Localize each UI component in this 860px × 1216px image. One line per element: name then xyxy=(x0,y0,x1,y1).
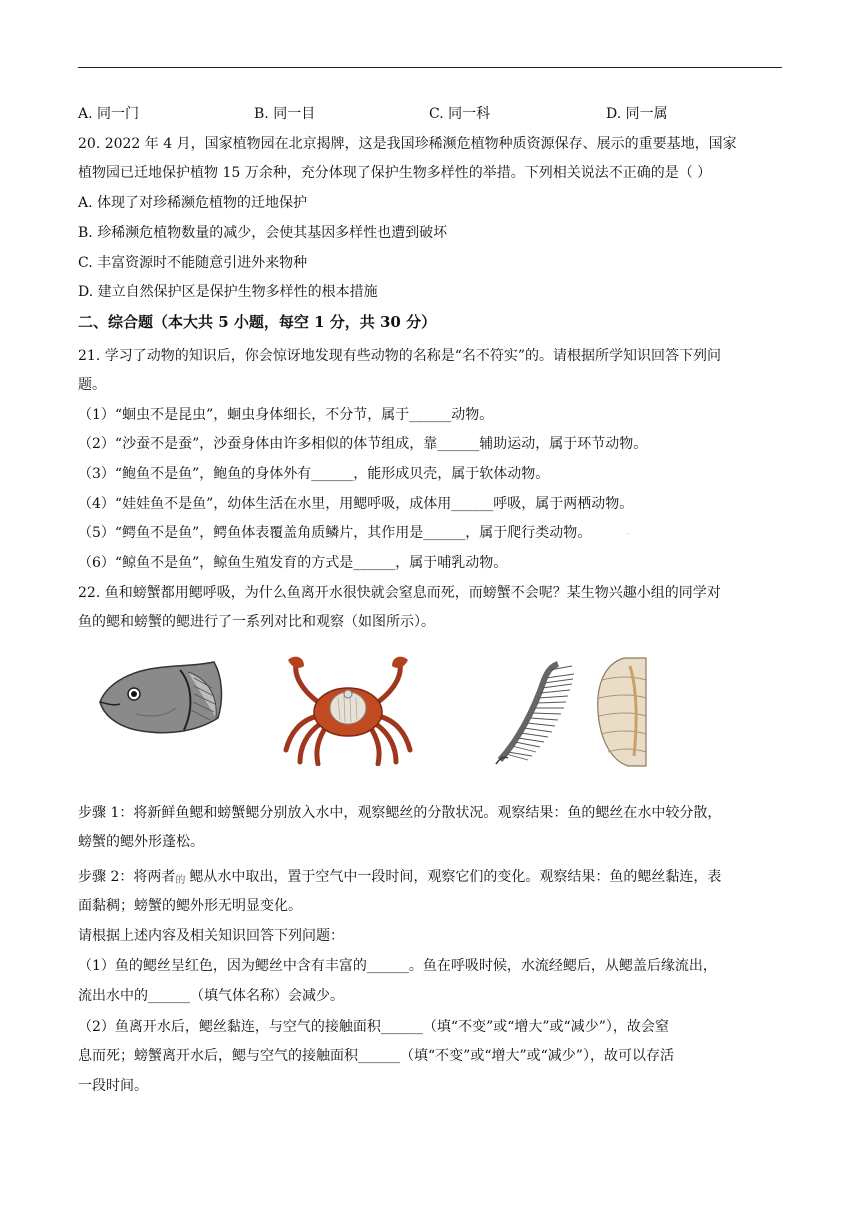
watermark-char: 的 xyxy=(175,875,186,886)
q19-option-b: B. 同一目 xyxy=(254,106,316,122)
q22-step2-part-a: 步骤 2：将两者 xyxy=(78,869,176,885)
q19-option-a: A. 同一门 xyxy=(78,106,140,122)
q22-answer1-line1: （1）鱼的鳃丝呈红色，因为鳃丝中含有丰富的______。鱼在呼吸时候，水流经鳃后，从鳃盖后缘流出， xyxy=(78,958,717,974)
q22-answer2-line3: 一段时间。 xyxy=(78,1078,148,1094)
stray-mark: · xyxy=(627,530,630,539)
q20-option-c: C. 丰富资源时不能随意引进外来物种 xyxy=(78,255,308,271)
q19-option-c: C. 同一科 xyxy=(429,106,491,122)
q21-item-6: （6）“鲸鱼不是鱼”，鲸鱼生殖发育的方式是______，属于哺乳动物。 xyxy=(78,555,508,571)
q22-step2-line2: 面黏稠；螃蟹的鳃外形无明显变化。 xyxy=(78,898,302,914)
q20-stem-line2: 植物园已迁地保护植物 15 万余种，充分体现了保护生物多样性的举措。下列相关说法不正确的是（ ） xyxy=(78,165,712,181)
fish-gill-filament-icon xyxy=(488,660,580,766)
q19-option-d: D. 同一属 xyxy=(606,106,668,122)
q21-stem-line1: 21. 学习了动物的知识后，你会惊讶地发现有些动物的名称是“名不符实”的。请根据所学知识回答下列问 xyxy=(78,348,722,364)
q21-item-4: （4）“娃娃鱼不是鱼”，幼体生活在水里，用鳃呼吸，成体用______呼吸，属于两栖动物。 xyxy=(78,496,634,512)
q20-option-d: D. 建立自然保护区是保护生物多样性的根本措施 xyxy=(78,284,378,300)
q22-stem-line2: 鱼的鳃和螃蟹的鳃进行了一系列对比和观察（如图所示）。 xyxy=(78,614,435,630)
q22-prompt: 请根据上述内容及相关知识回答下列问题： xyxy=(78,928,344,944)
q20-stem-line1: 20. 2022 年 4 月，国家植物园在北京揭牌，这是我国珍稀濒危植物种质资源保存、展示的重要基地，国家 xyxy=(78,136,737,152)
q21-item-5: （5）“鳄鱼不是鱼”，鳄鱼体表覆盖角质鳞片，其作用是______，属于爬行类动物。 xyxy=(78,525,592,541)
q20-option-b: B. 珍稀濒危植物数量的减少，会使其基因多样性也遭到破坏 xyxy=(78,225,448,241)
q21-item-3: （3）“鲍鱼不是鱼”，鲍鱼的身体外有______，能形成贝壳，属于软体动物。 xyxy=(78,466,550,482)
q20-option-a: A. 体现了对珍稀濒危植物的迁地保护 xyxy=(78,195,308,211)
q22-step2-part-b: 鳃从水中取出，置于空气中一段时间，观察它们的变化。观察结果：鱼的鳃丝黏连，表 xyxy=(189,869,722,885)
q21-item-1: （1）“蛔虫不是昆虫”，蛔虫身体细长，不分节，属于______动物。 xyxy=(78,407,494,423)
q22-answer1-line2: 流出水中的______（填气体名称）会减少。 xyxy=(78,988,344,1004)
q22-step2-line1 xyxy=(78,867,790,887)
q22-answer2-line1: （2）鱼离开水后，鳃丝黏连，与空气的接触面积______（填“不变”或“增大”或“减少”），故会窒 xyxy=(78,1019,669,1035)
q22-stem-line1: 22. 鱼和螃蟹都用鳃呼吸，为什么鱼离开水很快就会窒息而死，而螃蟹不会呢？某生物兴趣小组的同学对 xyxy=(78,585,721,601)
section-title: 二、综合题（本大共 5 小题，每空 1 分，共 30 分） xyxy=(78,313,437,331)
gill-comparison-figure xyxy=(90,652,650,770)
q22-answer2-line2: 息而死；螃蟹离开水后，鳃与空气的接触面积______（填“不变”或“增大”或“减少”），故可以存活 xyxy=(78,1048,674,1064)
q21-item-2: （2）“沙蚕不是蚕”，沙蚕身体由许多相似的体节组成，靠______辅助运动，属于环节动物。 xyxy=(78,436,648,452)
q21-stem-line2: 题。 xyxy=(78,377,106,393)
q22-step1-line1: 步骤 1：将新鲜鱼鳃和螃蟹鳃分别放入水中，观察鳃丝的分散状况。观察结果：鱼的鳃丝在水中较分散， xyxy=(78,805,722,821)
q22-step1-line2: 螃蟹的鳃外形蓬松。 xyxy=(78,834,204,850)
crab-gill-icon xyxy=(594,656,650,768)
crab-icon xyxy=(278,654,418,766)
header-rule xyxy=(78,67,782,68)
fish-head-gill-icon xyxy=(96,658,226,738)
